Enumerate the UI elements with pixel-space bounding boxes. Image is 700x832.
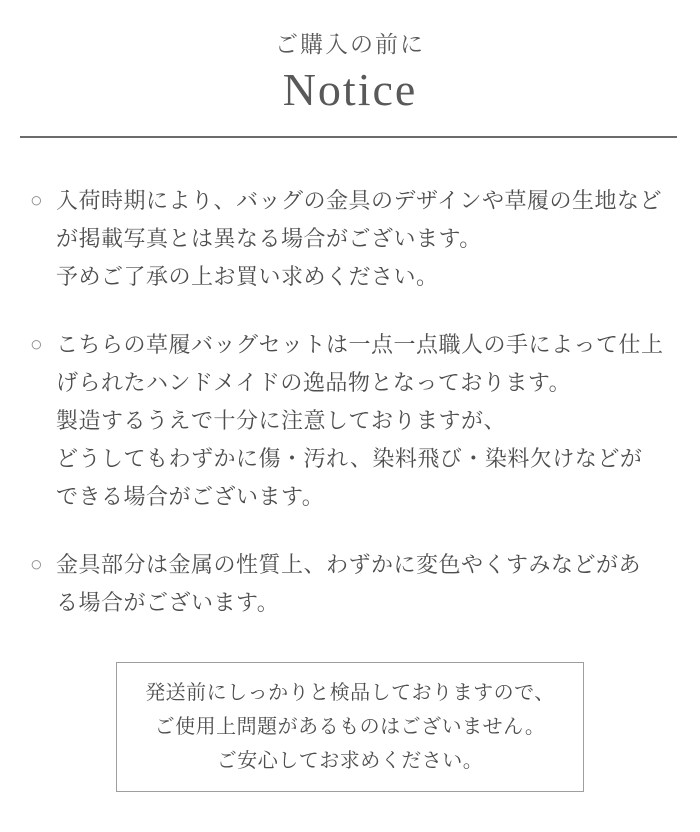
notice-item [30, 182, 682, 296]
circle-bullet-icon: ○ [30, 553, 44, 576]
assurance-line: 発送前にしっかりと検品しておりますので、 [145, 682, 555, 704]
notice-item [30, 326, 682, 516]
notice-line: 金具部分は金属の性質上、わずかに変色やくすみなどがあ [56, 552, 642, 577]
notice-line: どうしてもわずかに傷・汚れ、染料飛び・染料欠けなどが [56, 446, 643, 471]
notice-line: 入荷時期により、バッグの金具のデザインや草履の生地など [56, 188, 662, 213]
circle-bullet-icon: ○ [30, 333, 44, 356]
notice-item [30, 546, 682, 622]
notice-subtitle: ご購入の前に [275, 32, 425, 57]
notice-line: 予めご了承の上お買い求めください。 [56, 264, 439, 289]
header-divider [20, 136, 677, 138]
assurance-line: ご使用上問題があるものはございません。 [154, 716, 546, 738]
circle-bullet-icon: ○ [30, 189, 44, 212]
notice-line: 製造するうえで十分に注意しておりますが、 [56, 408, 507, 433]
notice-line: こちらの草履バッグセットは一点一点職人の手によって仕上 [56, 332, 664, 357]
notice-line: できる場合がございます。 [56, 484, 325, 509]
notice-list [30, 182, 682, 622]
notice-title: Notice [282, 64, 418, 115]
notice-line: げられたハンドメイドの逸品物となっております。 [56, 370, 572, 395]
notice-line: る場合がございます。 [56, 590, 280, 615]
assurance-box [116, 662, 584, 792]
assurance-line: ご安心してお求めください。 [216, 750, 484, 772]
notice-header [0, 0, 700, 116]
notice-line: が掲載写真とは異なる場合がございます。 [56, 226, 482, 251]
